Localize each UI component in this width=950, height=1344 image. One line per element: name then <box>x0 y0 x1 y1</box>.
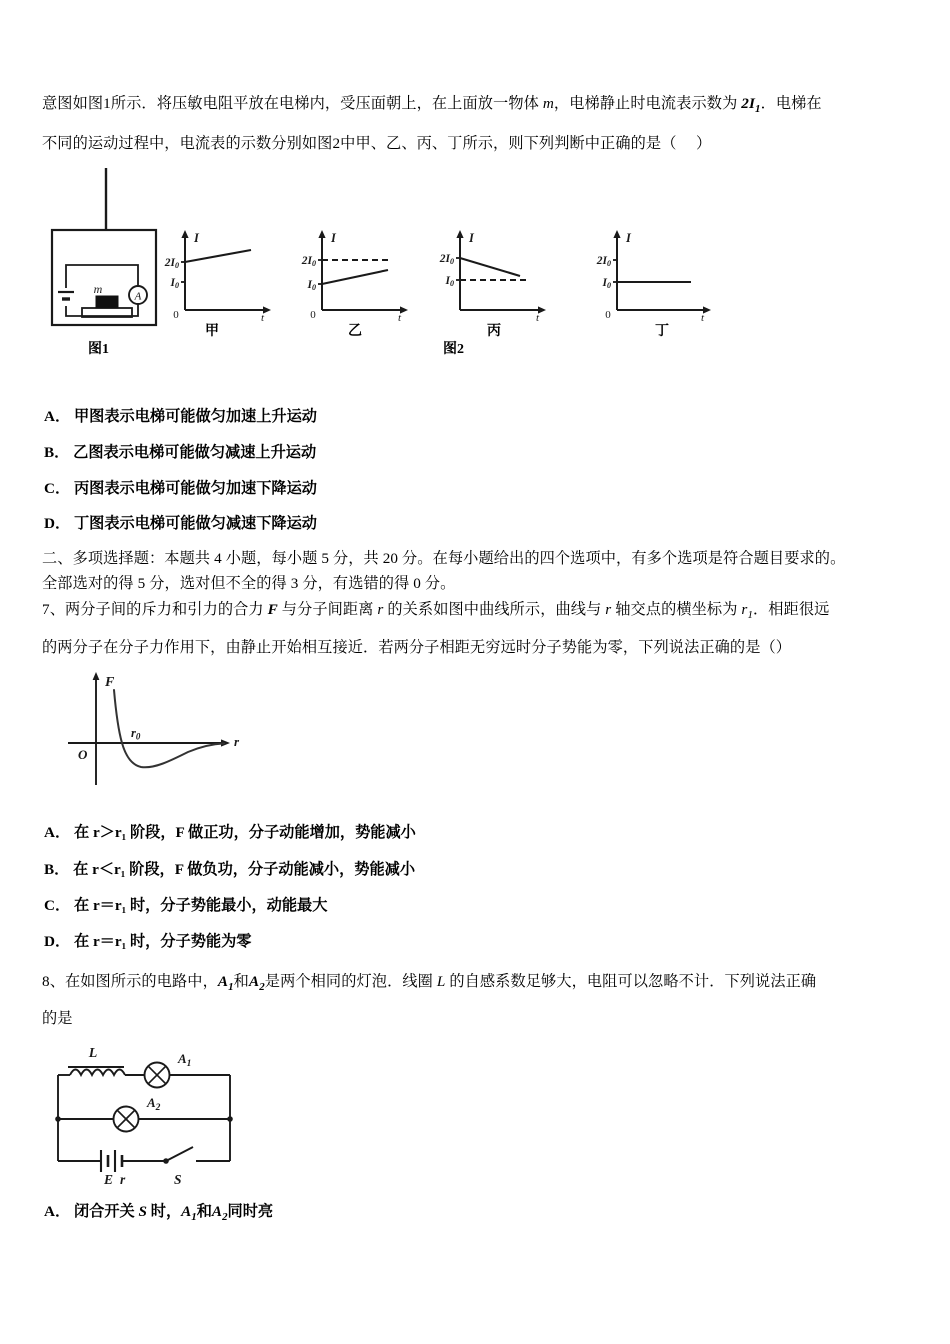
tick-label-2I0: 2I0 <box>164 257 179 270</box>
q7-d: 轴交点的横坐标为 <box>615 601 738 618</box>
s2-h: 分。 <box>424 575 456 592</box>
origin-label: 0 <box>605 309 611 321</box>
r0-marker-label: $r_0$ <box>131 726 141 742</box>
figure2-panel-yi <box>300 228 415 323</box>
s2-total-score: 20 <box>382 550 399 567</box>
x-axis-label: t <box>536 312 540 324</box>
q7-option-A-key: A． <box>44 824 71 841</box>
question6-stem-line1 <box>42 93 822 117</box>
section2-heading-line1 <box>42 548 845 571</box>
q8-b: 和 <box>233 973 249 990</box>
origin-label: 0 <box>310 309 316 321</box>
tick-label-I0: I0 <box>170 277 179 290</box>
figure2-panel-jia <box>163 228 278 323</box>
figure2-panel-yi-caption: 乙 <box>348 324 362 339</box>
node-left-junction <box>55 1116 61 1122</box>
q6-text-c: ，电梯静止时电流表示数为 <box>553 95 738 112</box>
q8-var-A1: A <box>217 973 229 990</box>
switch-label: S <box>174 1172 182 1187</box>
x-axis-arrow <box>400 306 408 313</box>
figure1-elevator-diagram <box>48 168 178 333</box>
data-line-solid <box>460 258 520 276</box>
q7-option-D-key: D． <box>44 933 71 950</box>
q8-var-A1-sub: 1 <box>228 981 234 994</box>
q7-var-r1-sub: 1 <box>747 609 754 622</box>
s2-c: 分，共 <box>332 550 379 567</box>
s2-e: 全部选对的得 <box>42 575 134 592</box>
q6-option-B-text: 乙图表示电梯可能做匀减速上升运动 <box>73 444 317 461</box>
tick-label-2I0: 2I0 <box>301 255 316 268</box>
x-axis-label: t <box>398 312 402 324</box>
q6-option-D[interactable] <box>44 512 317 533</box>
y-axis-arrow <box>613 230 620 238</box>
q7-option-C-key: C． <box>44 897 71 914</box>
q6-option-D-key: D． <box>44 515 71 532</box>
q6-option-A-text: 甲图表示电梯可能做匀加速上升运动 <box>73 408 317 425</box>
s2-f: 分，选对但不全的得 <box>149 575 287 592</box>
q8-option-A-c: 和 <box>196 1203 212 1220</box>
x-axis-arrow <box>263 306 271 313</box>
x-axis-arrow <box>538 306 546 313</box>
q7-option-B-text: 在 r＜r₁ 阶段，F 做负功，分子动能减小，势能减小 <box>73 861 416 878</box>
question7-stem-line2 <box>42 637 791 660</box>
q8-c: 是两个相同的灯泡．线圈 <box>264 973 433 990</box>
q6-line2-a: 不同的运动过程中，电流表的示数分别如图 <box>42 135 333 152</box>
figure2-panel-jia-caption: 甲 <box>205 324 219 339</box>
q6-line2-b: 中甲、乙、丙、丁所示，则下列判断中正确的是（ <box>340 135 677 152</box>
q8-line2: 的是 <box>42 1010 73 1027</box>
y-axis-arrow <box>456 230 463 238</box>
q8-option-A-d: 同时亮 <box>227 1203 274 1220</box>
y-axis-label: I <box>626 231 631 245</box>
q7-option-C[interactable] <box>44 894 327 915</box>
q8-option-A-var-A2-sub: 2 <box>222 1211 228 1224</box>
node-right-junction <box>227 1116 233 1122</box>
y-axis-label: I <box>331 231 336 245</box>
s2-d: 分。在每小题给出的四个选项中，有多个选项是符合题目要求的。 <box>402 550 846 567</box>
mass-block <box>96 296 118 308</box>
q7-option-D-text: 在 r＝r₁ 时，分子势能为零 <box>73 933 252 950</box>
q7-e: ．相距很远 <box>753 601 830 618</box>
q7-var-r2: r <box>605 601 612 618</box>
figure2-panel-ding-caption: 丁 <box>655 324 669 339</box>
s2-n-questions: 4 <box>214 550 222 567</box>
question6-stem-line2 <box>42 133 711 156</box>
question8-circuit-diagram <box>48 1043 258 1188</box>
figure1-caption: 图1 <box>88 342 109 357</box>
q8-d: 的自感系数足够大，电阻可以忽略不计．下列说法正确 <box>449 973 817 990</box>
y-axis-arrow <box>181 230 188 238</box>
question8-stem-line2 <box>42 1008 73 1031</box>
q6-text-d: ．电梯在 <box>760 95 822 112</box>
lamp-A1-label: $A_1$ <box>178 1051 192 1069</box>
q8-option-A-var-S: S <box>138 1203 147 1220</box>
x-axis-arrow <box>703 306 711 313</box>
y-axis-label: I <box>194 231 199 245</box>
elevator-car-body <box>52 230 156 325</box>
lamp-A2-label: $A_2$ <box>147 1095 161 1113</box>
q6-current-value: 2I <box>741 95 755 112</box>
tick-label-I0: I0 <box>445 275 454 288</box>
tick-label-I0: I0 <box>307 279 316 292</box>
tick-label-2I0: 2I0 <box>439 253 454 266</box>
battery-internal-resistance-label: r <box>120 1172 126 1187</box>
q7-option-C-text: 在 r＝r₁ 时，分子势能最小，动能最大 <box>73 897 328 914</box>
q7-c: 的关系如图中曲线所示，曲线与 <box>387 601 602 618</box>
y-axis-arrow <box>318 230 325 238</box>
switch-blade <box>166 1147 193 1161</box>
data-line-solid <box>322 270 388 284</box>
s2-a: 二、多项选择题：本题共 <box>42 550 211 567</box>
q6-option-C-text: 丙图表示电梯可能做匀加速下降运动 <box>73 480 317 497</box>
x-axis-label: t <box>701 312 705 324</box>
tick-label-2I0: 2I0 <box>596 255 611 268</box>
q8-option-A-a: 闭合开关 <box>73 1203 135 1220</box>
q6-text-a: 意图如图 <box>42 95 104 112</box>
tick-label-I0: I0 <box>602 277 611 290</box>
q7-option-A[interactable] <box>44 821 416 842</box>
y-axis-label: F <box>105 675 115 690</box>
s2-g: 分，有选错的得 <box>302 575 410 592</box>
q8-option-A-var-A1: A <box>181 1203 192 1220</box>
q7-option-B-key: B． <box>44 861 70 878</box>
mass-label: m <box>93 282 103 296</box>
x-axis-label: t <box>261 312 265 324</box>
battery-emf-label: E <box>104 1172 114 1187</box>
y-axis-label: I <box>469 231 474 245</box>
q7-var-r1: r <box>741 601 748 618</box>
q6-fig1-ref: 1 <box>103 95 111 112</box>
q6-option-B-key: B． <box>44 444 70 461</box>
s2-partial-score: 3 <box>290 575 299 592</box>
origin-label: 0 <box>173 309 179 321</box>
s2-b: 小题，每小题 <box>225 550 318 567</box>
ammeter-label: A <box>134 290 142 303</box>
y-axis-arrow <box>93 672 100 680</box>
q6-option-C[interactable] <box>44 477 317 498</box>
q7-number: 7、 <box>42 601 65 618</box>
q8-var-A2: A <box>248 973 260 990</box>
question7-stem-line1 <box>42 599 829 623</box>
q8-a: 在如图所示的电路中， <box>64 973 218 990</box>
q7-a: 两分子间的斥力和引力的合力 <box>64 601 264 618</box>
q6-line2-c: ） <box>695 135 712 152</box>
q8-option-A-b: 时， <box>150 1203 182 1220</box>
q7-var-r: r <box>377 601 384 618</box>
q6-option-A-key: A． <box>44 408 71 425</box>
data-line-solid <box>185 250 251 262</box>
q8-option-A-var-A1-sub: 1 <box>191 1211 197 1224</box>
question8-stem-line1 <box>42 971 816 995</box>
q7-option-A-text: 在 r＞r₁ 阶段，F 做正功，分子动能增加，势能减小 <box>73 824 416 841</box>
question7-force-distance-graph <box>48 667 248 792</box>
q7-option-D[interactable] <box>44 930 251 951</box>
q6-current-sub: 1 <box>754 103 761 116</box>
inductor-label: L <box>88 1046 98 1061</box>
figure2-panel-bing <box>438 228 553 323</box>
q8-option-A-var-A2: A <box>211 1203 223 1220</box>
q8-var-L: L <box>436 973 446 990</box>
x-axis-label: r <box>234 734 240 749</box>
q6-option-B[interactable] <box>44 441 316 462</box>
q7-option-B[interactable] <box>44 858 415 879</box>
figure2-caption: 图2 <box>443 342 464 357</box>
q7-b: 与分子间距离 <box>281 601 374 618</box>
origin-label: O <box>78 747 88 762</box>
figure2-panel-ding <box>595 228 720 323</box>
figure2-panel-bing-caption: 丙 <box>487 324 501 339</box>
q7-var-F: F <box>267 601 278 618</box>
q8-number: 8、 <box>42 973 65 990</box>
q7-line2: 的两分子在分子力作用下，由静止开始相互接近．若两分子相距无穷远时分子势能为零，下列说法正确的是（） <box>42 639 792 656</box>
q8-option-A[interactable] <box>44 1200 273 1223</box>
s2-zero-score: 0 <box>413 575 421 592</box>
q6-fig2-ref: 2 <box>332 135 341 152</box>
s2-full-score: 5 <box>137 575 146 592</box>
section2-heading-line2 <box>42 573 455 596</box>
q6-text-b: 所示．将压敏电阻平放在电梯内，受压面朝上，在上面放一物体 <box>110 95 539 112</box>
q8-option-A-key: A． <box>44 1203 71 1220</box>
q6-option-C-key: C． <box>44 480 71 497</box>
q6-option-D-text: 丁图表示电梯可能做匀减速下降运动 <box>73 515 317 532</box>
q6-option-A[interactable] <box>44 405 317 426</box>
q6-var-m: m <box>542 95 554 112</box>
inductor-coil <box>70 1070 125 1076</box>
s2-per-score: 5 <box>321 550 330 567</box>
q8-var-A2-sub: 2 <box>259 981 265 994</box>
